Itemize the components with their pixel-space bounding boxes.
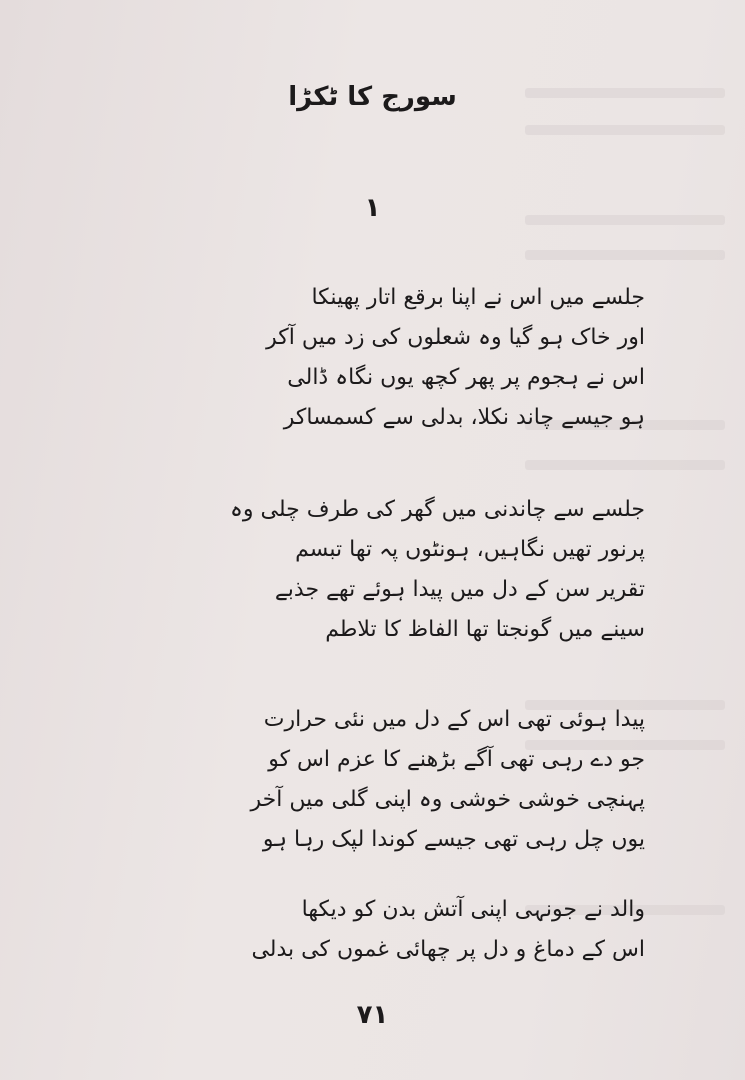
verse-line: اس نے ہجوم پر پھر کچھ یوں نگاہ ڈالی [287, 365, 645, 390]
verse-line: تقریر سن کے دل میں پیدا ہوئے تھے جذبے [274, 577, 645, 602]
bleed-through-text [525, 125, 725, 135]
poem-title: سورج کا ٹکڑا [288, 82, 457, 112]
stanza-2 [230, 490, 645, 650]
verse-line: جلسے میں اس نے اپنا برقع اتار پھینکا [311, 285, 645, 310]
verse-line: جو دے رہی تھی آگے بڑھنے کا عزم اس کو [268, 747, 645, 772]
stanza-1 [266, 278, 645, 438]
verse-line: پہنچی خوشی خوشی وہ اپنی گلی میں آخر [250, 787, 645, 812]
stanza-3 [251, 700, 645, 860]
verse-line: والد نے جونہی اپنی آتش بدن کو دیکھا [301, 897, 645, 922]
verse-line: اس کے دماغ و دل پر چھائی غموں کی بدلی [251, 937, 645, 962]
verse-line: پرنور تھیں نگاہیں، ہونٹوں پہ تھا تبسم [295, 537, 645, 562]
verse-line: یوں چل رہی تھی جیسے کوندا لپک رہا ہو [262, 827, 645, 852]
bleed-through-text [525, 250, 725, 260]
section-number: ۱ [364, 193, 381, 223]
verse-line: اور خاک ہو گیا وہ شعلوں کی زد میں آکر [266, 325, 645, 350]
verse-line: جلسے سے چاندنی میں گھر کی طرف چلی وہ [229, 497, 645, 522]
stanza-4 [251, 890, 645, 970]
verse-line: سینے میں گونجتا تھا الفاظ کا تلاطم [325, 617, 645, 642]
verse-line: ہو جیسے چاند نکلا، بدلی سے کسمساکر [283, 405, 645, 430]
page-number: ۷۱ [356, 1000, 389, 1030]
bleed-through-text [525, 460, 725, 470]
verse-line: پیدا ہوئی تھی اس کے دل میں نئی حرارت [263, 707, 645, 732]
